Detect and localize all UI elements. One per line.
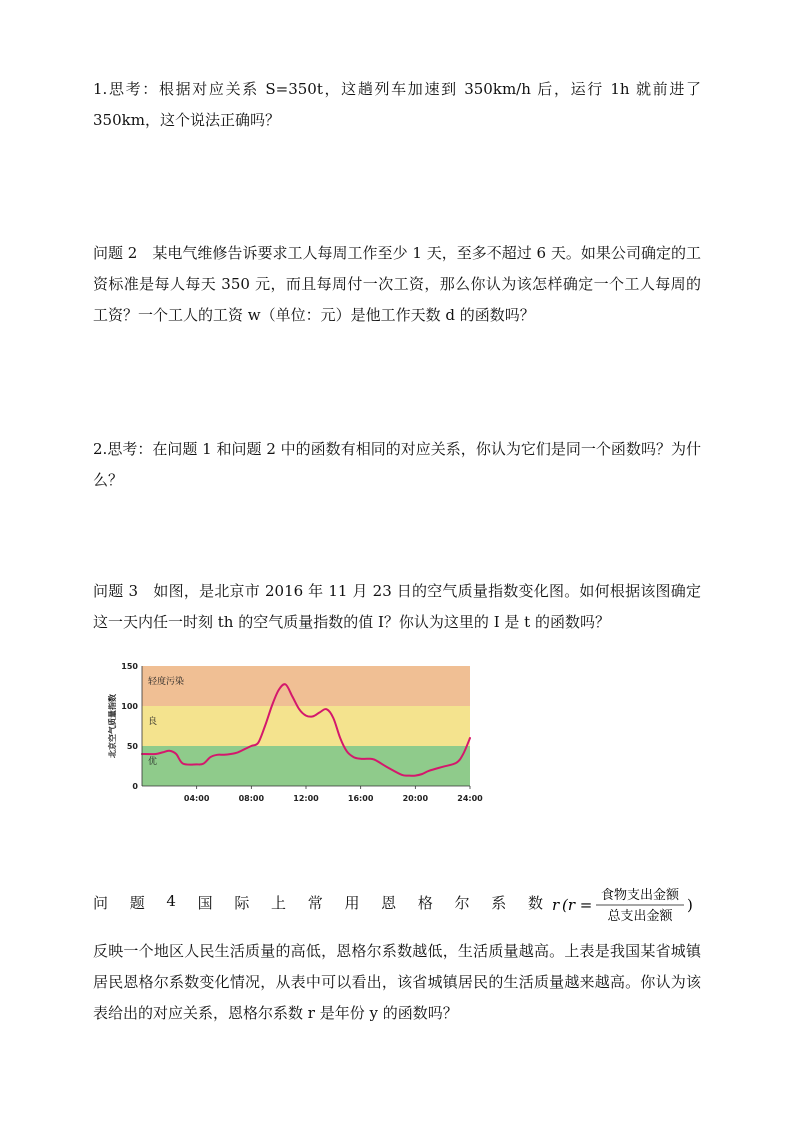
question-3: 问题 3 如图，是北京市 2016 年 11 月 23 日的空气质量指数变化图。如何根据该图确定这一天内任一时刻 th 的空气质量指数的值 I？你认为这里的 I 是 t 的函数吗？	[93, 582, 701, 631]
question-4-word: 格	[417, 894, 433, 912]
chart-x-tick-label: 04:00	[183, 794, 210, 803]
question-2-thinking: 2.思考：在问题 1 和问题 2 中的函数有相同的对应关系，你认为它们是同一个函数吗？为什么？	[93, 440, 701, 489]
question-4-word: 常	[307, 894, 323, 912]
formula-denominator: 总支出金额	[607, 909, 673, 924]
chart-bands	[142, 666, 470, 786]
chart-x-tick-label: 08:00	[238, 794, 265, 803]
formula-close: )	[687, 896, 693, 914]
chart-x-tick-label: 24:00	[457, 794, 483, 803]
question-4-word: 尔	[454, 894, 470, 912]
formula-open: (r =	[562, 896, 593, 914]
question-4-word: 题	[129, 894, 145, 912]
question-4-header	[93, 884, 701, 924]
chart-band-label: 轻度污染	[148, 677, 185, 687]
chart-x-tick-label: 16:00	[347, 794, 374, 803]
formula-var: r	[552, 896, 560, 914]
question-4-word: 数	[527, 894, 543, 912]
engel-formula	[548, 884, 703, 924]
question-4-word: 系	[491, 894, 507, 912]
chart-y-tick-label: 100	[121, 702, 138, 711]
question-1-thinking: 1.思考：根据对应关系 S=350t，这趟列车加速到 350km/h 后，运行 1h 就前进了 350km，这个说法正确吗？	[93, 80, 701, 129]
chart-y-tick-label: 150	[121, 662, 138, 671]
chart-x-tick-label: 20:00	[402, 794, 429, 803]
chart-y-tick-label: 0	[132, 782, 138, 791]
chart-band	[142, 746, 470, 786]
question-4-word: 问	[93, 894, 109, 912]
chart-x-tick-label: 12:00	[293, 794, 319, 803]
air-quality-chart	[105, 658, 483, 808]
chart-band	[142, 706, 470, 746]
chart-y-axis-label: 北京空气质量指数	[108, 694, 117, 758]
chart-band	[142, 666, 470, 706]
chart-band-label: 良	[148, 717, 158, 727]
chart-y-tick-label: 50	[126, 742, 138, 751]
question-4-word: 际	[234, 894, 250, 912]
question-2: 问题 2 某电气维修告诉要求工人每周工作至少 1 天，至多不超过 6 天。如果公司确定的工资标准是每人每天 350 元，而且每周付一次工资，那么你认为该怎样确定一个工人每周的工资？一个工人的工资 w（单位：元）是他工作天数 d 的函数吗？	[93, 244, 701, 324]
question-4-word: 用	[344, 894, 360, 912]
question-4-word: 国	[197, 894, 213, 912]
question-4-words	[93, 892, 543, 913]
question-4-body: 反映一个地区人民生活质量的高低，恩格尔系数越低，生活质量越高。上表是我国某省城镇居民恩格尔系数变化情况，从表中可以看出，该省城镇居民的生活质量越来越高。你认为该表给出的对应关系，恩格尔系数 r 是年份 y 的函数吗？	[93, 942, 701, 1022]
question-4-word: 上	[271, 894, 287, 912]
question-4-word: 4	[166, 892, 176, 910]
question-4-word: 恩	[381, 894, 397, 912]
chart-band-label: 优	[148, 757, 158, 767]
formula-numerator: 食物支出金额	[600, 888, 680, 903]
